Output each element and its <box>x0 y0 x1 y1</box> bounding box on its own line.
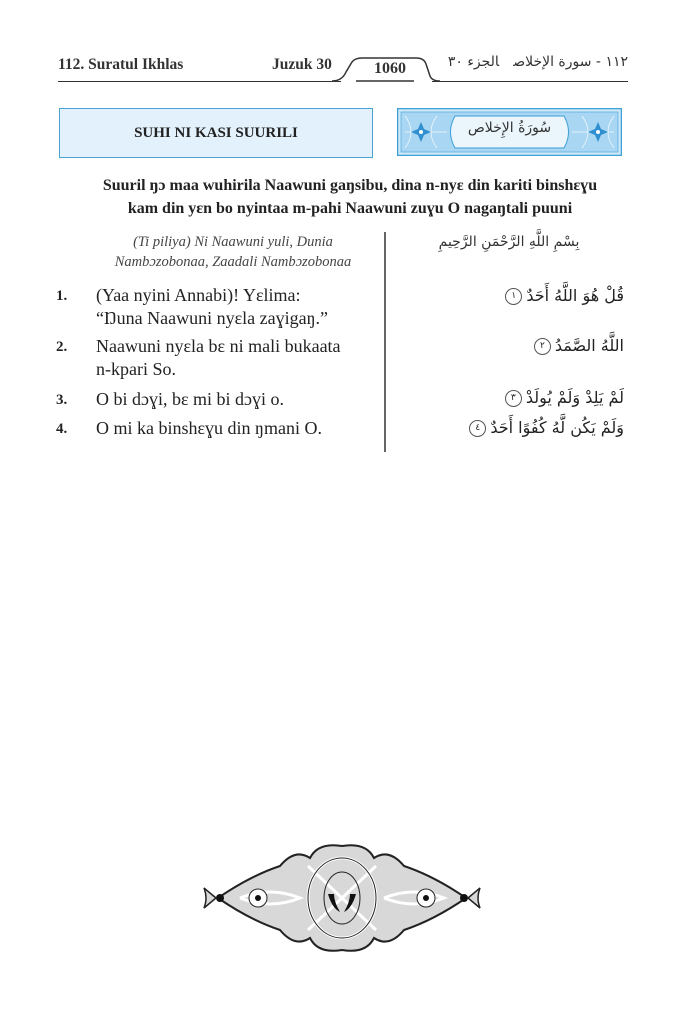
surah-intro-text <box>60 174 640 220</box>
header-arabic <box>420 54 628 70</box>
verse-end-marker: ١ <box>505 288 522 305</box>
arabic-verse-1 <box>505 286 624 305</box>
banner-surah-name-arabic: سُورَةُ الإِخلاص <box>467 120 552 136</box>
bismillah-line-2: Nambɔzobonaa, Zaadali Nambɔzobonaa <box>114 254 352 270</box>
surah-arabic-banner <box>397 108 622 156</box>
verse-text-line: n-kpari So. <box>96 359 176 379</box>
arabic-verse-3 <box>505 388 624 407</box>
verse-text-line: Naawuni nyɛla bɛ ni mali bukaata <box>96 336 341 356</box>
header-surah-name: 112. Suratul Ikhlas <box>58 56 184 73</box>
intro-line-1: Suuril ŋɔ maa wuhirila Naawuni gaŋsibu, dina n-nyɛ din kariti binshɛɣu <box>102 177 598 194</box>
page-number: 1060 <box>374 60 406 77</box>
verse-text-line: O mi ka binshɛɣu din ŋmani O. <box>96 418 322 438</box>
header-juz-arabic: الجزء ٣٠ <box>447 54 500 70</box>
verse-text-line: (Yaa nyini Annabi)! Yɛlima: <box>96 285 301 305</box>
verse-number: 1. <box>56 288 68 304</box>
arabic-verse-text: اللَّهُ الصَّمَدُ <box>554 336 624 355</box>
arabic-verse-text: قُلْ هُوَ اللَّهُ أَحَدٌ <box>526 286 624 305</box>
header-surah-arabic: ١١٢ - سورة الإخلاص <box>513 54 628 70</box>
decorative-ornament <box>200 836 484 960</box>
verse-text-line: “Ŋuna Naawuni nyɛla zaɣigaŋ.” <box>96 308 328 328</box>
verse-number: 2. <box>56 339 68 355</box>
arabic-verse-2 <box>534 336 624 355</box>
header-juz: Juzuk 30 <box>272 56 332 73</box>
bismillah-line-1: (Ti piliya) Ni Naawuni yuli, Dunia <box>133 234 333 250</box>
verse-number: 4. <box>56 421 68 437</box>
bismillah-translation <box>88 232 378 272</box>
header-rule-right <box>432 81 628 82</box>
header-rule-left <box>58 81 341 82</box>
verse-number: 3. <box>56 392 68 408</box>
arabic-verse-text: وَلَمْ يَكُن لَّهُ كُفُوًا أَحَدٌ <box>490 418 624 437</box>
surah-intro-title: SUHI NI KASI SUURILI <box>59 108 373 158</box>
bismillah-arabic: بِسْمِ اللَّهِ الرَّحْمَنِ الرَّحِيمِ <box>438 234 580 250</box>
intro-line-2: kam din yɛn bo nyintaa m-pahi Naawuni zuɣu O nagaŋtali puuni <box>127 200 573 217</box>
arabic-verse-4 <box>469 418 624 437</box>
verse-text-line: O bi dɔɣi, bɛ mi bi dɔɣi o. <box>96 389 285 409</box>
verse-end-marker: ٣ <box>505 390 522 407</box>
verse-end-marker: ٤ <box>469 420 486 437</box>
arabic-verse-text: لَمْ يَلِدْ وَلَمْ يُولَدْ <box>525 388 624 407</box>
verse-end-marker: ٢ <box>534 338 551 355</box>
